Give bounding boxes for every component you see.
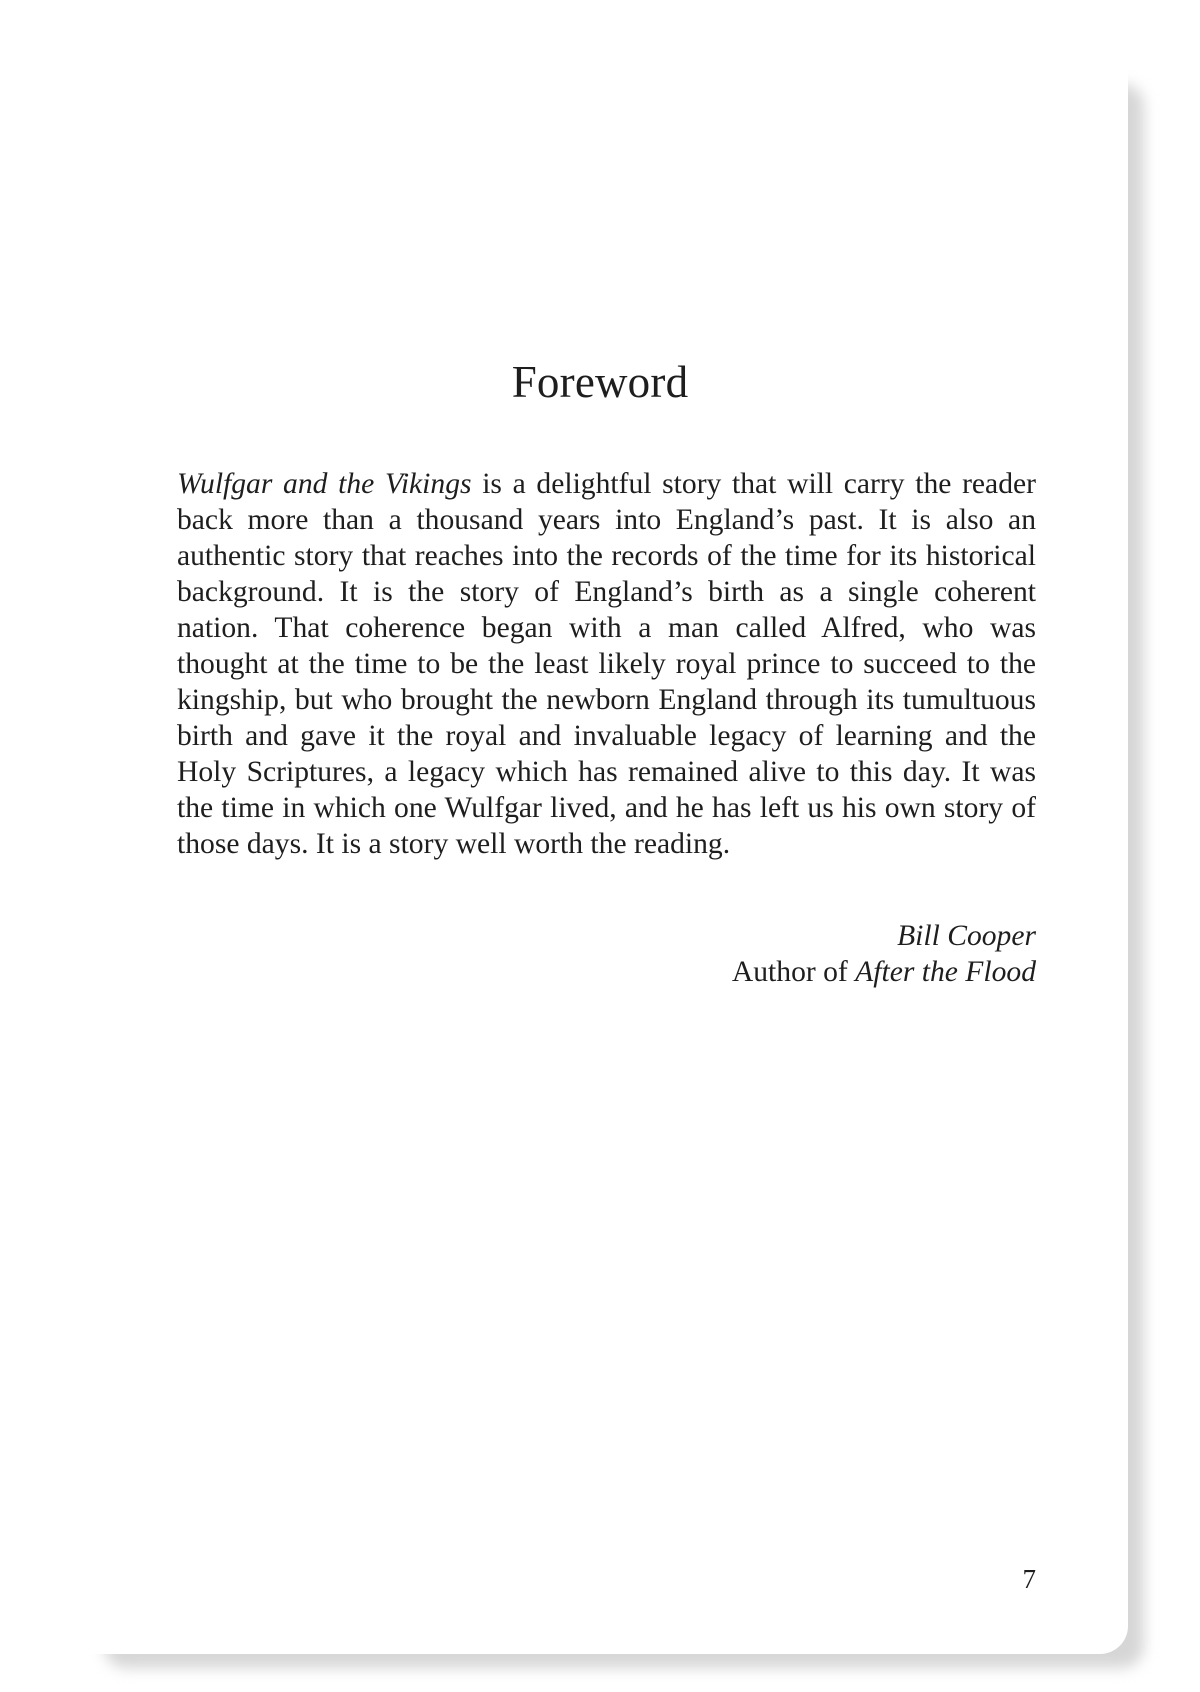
author-credit (732, 956, 1036, 988)
page-title: Foreword (511, 357, 689, 407)
author-name: Bill Cooper (897, 920, 1036, 952)
author-credit-prefix: Author of (731, 956, 856, 988)
author-credit-title: After the Flood (855, 956, 1036, 988)
foreword-paragraph (177, 466, 1036, 862)
page-number: 7 (1022, 1564, 1036, 1594)
foreword-text: is a delightful story that will carry the reader back more than a thousand years into England’s past. It is also an authentic story that reaches into the records of the time for its historical background. It is the story of England’s birth as a single coherent nation. That coherence began with a man called Alfred, who was thought at the time to be the least likely royal prince to succeed to the kingship, but who brought the newborn England through its tumultuous birth and gave it the royal and invaluable legacy of learning and the Holy Scriptures, a legacy which has remained alive to this day. It was the time in which one Wulfgar lived, and he has left us his own story of those days. It is a story well worth the reading. (177, 468, 1036, 860)
book-title: Wulfgar and the Vikings (177, 468, 472, 500)
signature-block (600, 918, 1036, 990)
